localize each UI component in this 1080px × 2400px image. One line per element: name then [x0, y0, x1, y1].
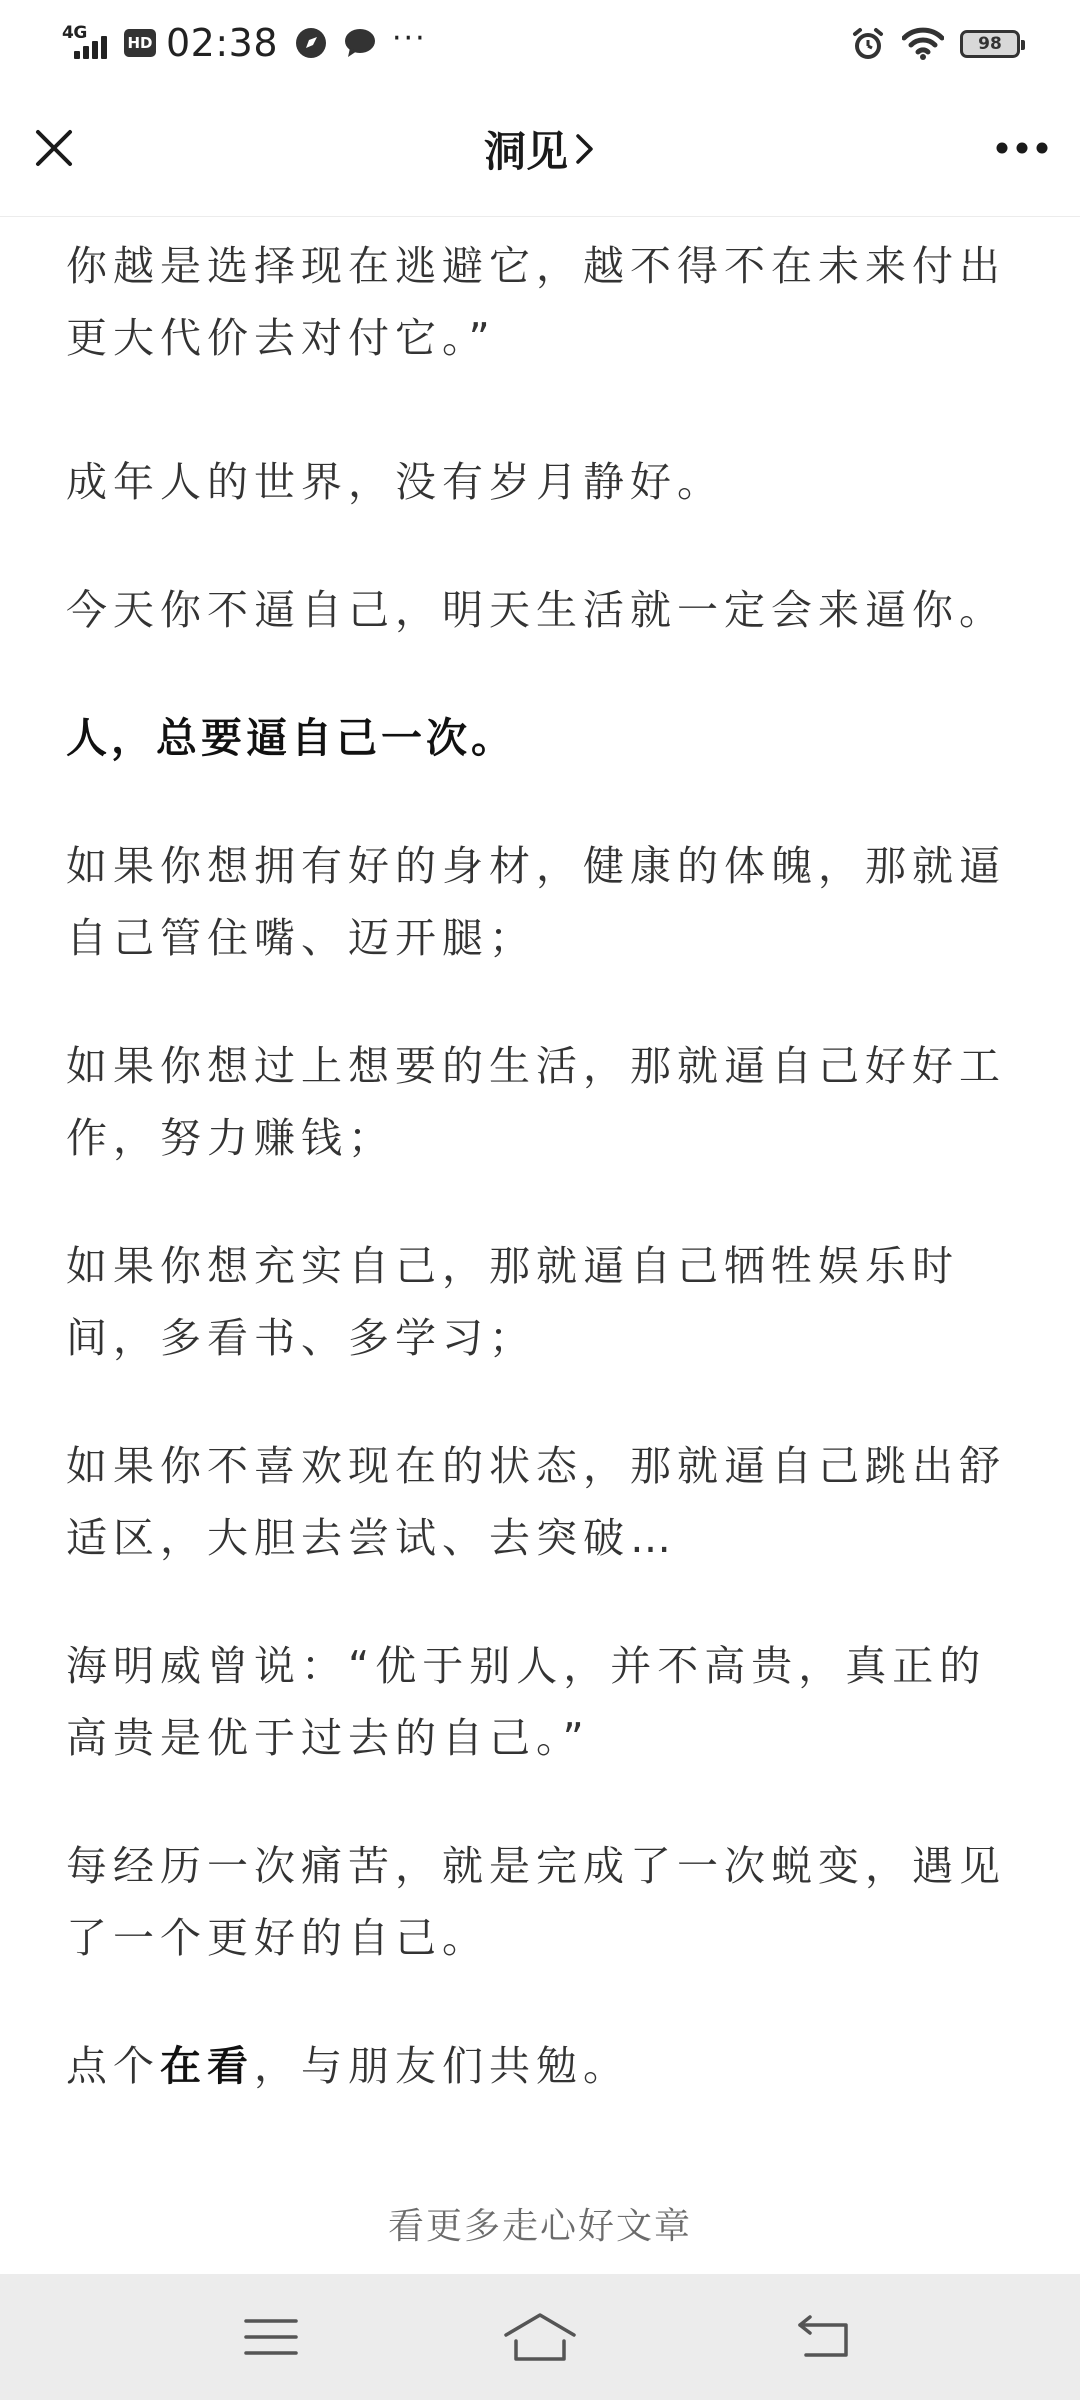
- status-time: 02:38: [166, 21, 279, 65]
- closing-paragraph: [66, 2030, 1016, 2102]
- hd-badge: HD: [124, 29, 156, 57]
- home-icon: [502, 2311, 578, 2363]
- chevron-right-icon: [574, 132, 596, 166]
- closing-prefix: 点个: [66, 2042, 160, 2090]
- home-button[interactable]: [500, 2304, 580, 2370]
- more-articles-link[interactable]: 看更多走心好文章: [387, 2206, 692, 2247]
- section-heading: 人，总要逼自己一次。: [66, 714, 516, 762]
- title-wrap: [0, 118, 1080, 180]
- status-bar: [0, 0, 1080, 84]
- network-type: 4G: [62, 23, 87, 43]
- menu-icon: [243, 2315, 299, 2359]
- paragraph: 你越是选择现在逃避它，越不得不在未来付出更大代价去对付它。”: [66, 242, 1006, 362]
- cellular-signal-icon: [62, 21, 116, 65]
- back-icon: [794, 2313, 854, 2361]
- more-notifications-icon: ···: [392, 21, 427, 56]
- battery-icon: 98: [960, 30, 1020, 58]
- alarm-icon: [850, 26, 886, 62]
- paragraph: 如果你想充实自己，那就逼自己牺牲娱乐时间，多看书、多学习；: [66, 1242, 959, 1362]
- paragraph: 每经历一次痛苦，就是完成了一次蜕变，遇见了一个更好的自己。: [66, 1842, 1006, 1962]
- paragraph: 如果你想拥有好的身材，健康的体魄，那就逼自己管住嘴、迈开腿；: [66, 842, 1006, 962]
- compass-icon: [294, 26, 328, 60]
- paragraph: 如果你不喜欢现在的状态，那就逼自己跳出舒适区，大胆去尝试、去突破…: [66, 1442, 1006, 1562]
- closing-suffix: ，与朋友们共勉。: [254, 2042, 630, 2090]
- paragraph: 成年人的世界，没有岁月静好。: [66, 458, 724, 506]
- title-bar: [0, 84, 1080, 217]
- menu-button[interactable]: [231, 2304, 311, 2370]
- account-title-link[interactable]: [484, 119, 596, 179]
- system-nav-bar: [0, 2274, 1080, 2400]
- back-button[interactable]: [784, 2304, 864, 2370]
- closing-emphasis: 在看: [160, 2042, 254, 2090]
- wifi-icon: [902, 27, 944, 61]
- signal-bars: [74, 36, 107, 59]
- page-title: 洞见: [483, 127, 568, 176]
- message-icon: [342, 26, 378, 60]
- more-horizontal-icon: [995, 141, 1049, 155]
- article-body: [66, 230, 1016, 2158]
- paragraph: 如果你想过上想要的生活，那就逼自己好好工作，努力赚钱；: [66, 1042, 1006, 1162]
- paragraph: 海明威曾说：“优于别人，并不高贵，真正的高贵是优于过去的自己。”: [66, 1642, 987, 1762]
- status-left: [62, 18, 427, 68]
- paragraph: 今天你不逼自己，明天生活就一定会来逼你。: [66, 586, 1006, 634]
- status-right: [850, 22, 1020, 66]
- more-options-button[interactable]: [992, 120, 1052, 176]
